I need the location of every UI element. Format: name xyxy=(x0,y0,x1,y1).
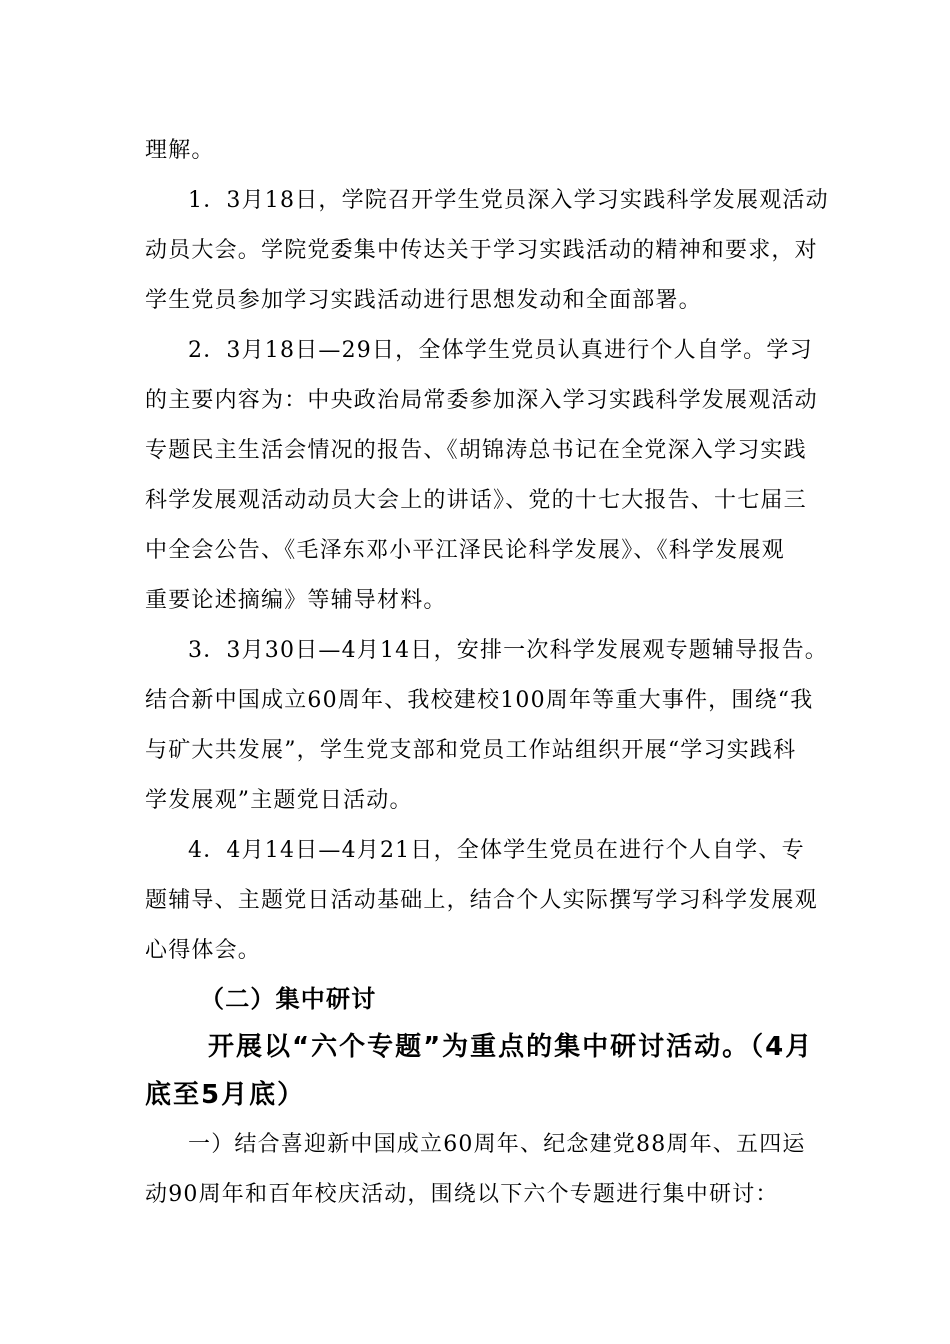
subsection-heading: 开展以“六个专题”为重点的集中研讨活动。（4月 xyxy=(208,1032,814,1062)
paragraph-line: 4．4月14日—4月21日，全体学生党员在进行个人自学、专 xyxy=(188,838,805,863)
paragraph-line: 科学发展观活动动员大会上的讲话》、党的十七大报告、十七届三 xyxy=(145,488,807,513)
paragraph-line: 题辅导、主题党日活动基础上，结合个人实际撰写学习科学发展观 xyxy=(145,888,818,913)
paragraph-line: 结合新中国成立60周年、我校建校100周年等重大事件，围绕“我 xyxy=(145,688,814,713)
section-heading: （二）集中研讨 xyxy=(200,985,377,1013)
paragraph-line: 的主要内容为：中央政治局常委参加深入学习实践科学发展观活动 xyxy=(145,388,818,413)
paragraph-line: 中全会公告、《毛泽东邓小平江泽民论科学发展》、《科学发展观 xyxy=(145,538,785,563)
paragraph-line: 一）结合喜迎新中国成立60周年、纪念建党88周年、五四运 xyxy=(188,1132,806,1157)
paragraph-line: 2．3月18日—29日，全体学生党员认真进行个人自学。学习 xyxy=(188,338,813,363)
paragraph-line: 1．3月18日，学院召开学生党员深入学习实践科学发展观活动 xyxy=(188,188,829,213)
paragraph-line: 动员大会。学院党委集中传达关于学习实践活动的精神和要求，对 xyxy=(145,238,818,263)
paragraph-line: 专题民主生活会情况的报告、《胡锦涛总书记在全党深入学习实践 xyxy=(145,438,807,463)
paragraph-line: 动90周年和百年校庆活动，围绕以下六个专题进行集中研讨： xyxy=(145,1182,779,1207)
paragraph-line: 心得体会。 xyxy=(145,938,262,963)
paragraph-line: 理解。 xyxy=(145,138,215,163)
paragraph-line: 重要论述摘编》等辅导材料。 xyxy=(145,588,447,613)
paragraph-line: 3．3月30日—4月14日，安排一次科学发展观专题辅导报告。 xyxy=(188,638,828,663)
paragraph-line: 学发展观”主题党日活动。 xyxy=(145,788,413,813)
paragraph-line: 学生党员参加学习实践活动进行思想发动和全面部署。 xyxy=(145,288,702,313)
paragraph-line: 与矿大共发展”，学生党支部和党员工作站组织开展“学习实践科 xyxy=(145,738,797,763)
subsection-heading-cont: 底至5月底） xyxy=(145,1080,306,1110)
